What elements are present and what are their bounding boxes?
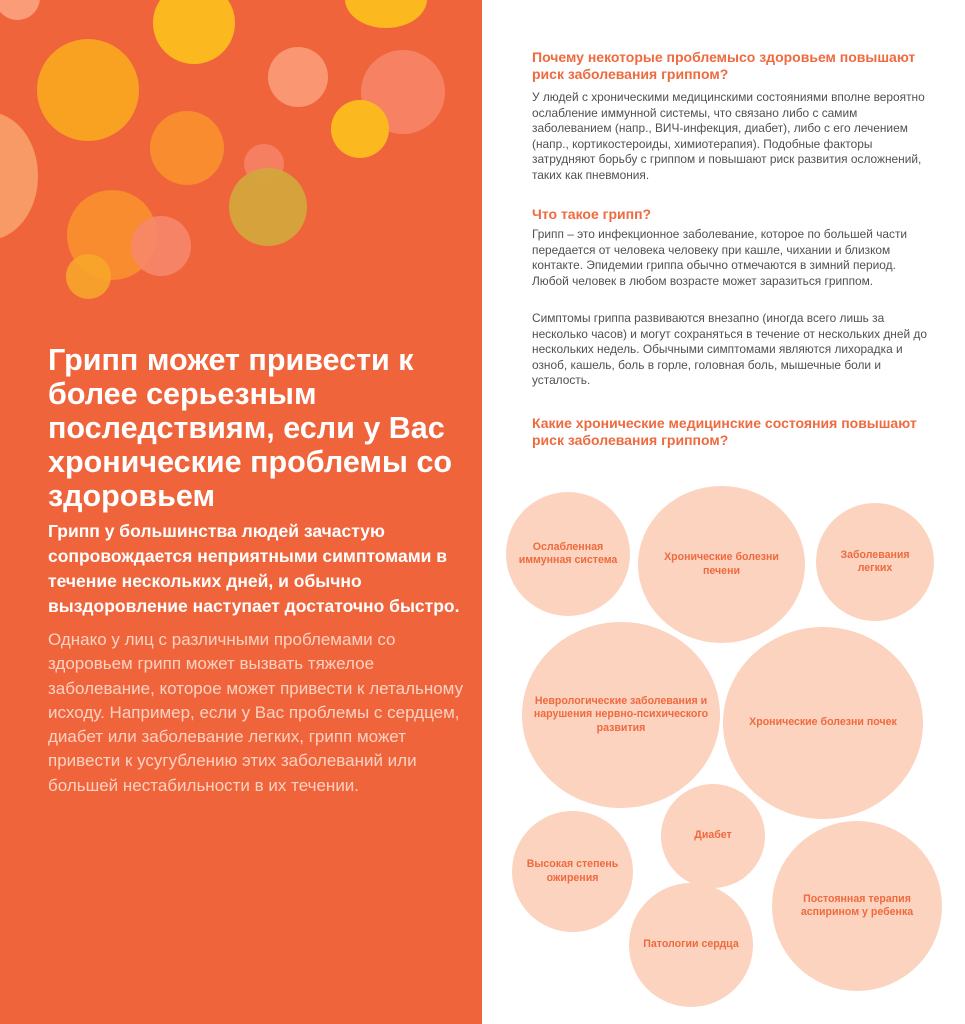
condition-bubble-heart	[629, 883, 753, 1007]
condition-bubble-immune	[506, 492, 630, 616]
decorative-circle	[153, 0, 235, 64]
decorative-circle	[131, 216, 191, 276]
condition-bubble-liver	[638, 486, 805, 643]
section-heading-conditions: Какие хронические медицинские состояния повышают риск заболевания гриппом?	[532, 415, 917, 448]
decorative-circle	[66, 254, 111, 299]
condition-bubble-kidneys	[723, 627, 923, 819]
condition-label: Диабет	[694, 829, 732, 842]
section-text-why: У людей с хроническими медицинскими состояниями вполне вероятно ослабление иммунной системы, что связано либо с самим заболеванием (напр., ВИЧ-инфекция, диабет), либо с его лечением (напр., кортикостероиды, химиотерапия). Подобные факторы затрудняют борьбу с гриппом и повышают риск развития осложнений, таких как пневмония.	[532, 90, 925, 182]
condition-label: Заболевания легких	[840, 548, 910, 574]
decorative-circle	[331, 100, 389, 158]
decorative-circle	[37, 39, 139, 141]
condition-label: Постоянная терапия аспирином у ребенка	[800, 892, 914, 918]
right-panel	[482, 0, 965, 1024]
decorative-circle	[345, 0, 427, 28]
condition-label: Высокая степень ожирения	[526, 858, 619, 884]
decorative-circle	[150, 111, 224, 185]
section-text-what: Грипп – это инфекционное заболевание, которое по большей части передается от человека человеку при кашле, чихании и близком контакте. Эпидемии гриппа обычно отмечаются в зимний период. Любой человек в любом возрасте может заразиться гриппом.	[532, 227, 908, 288]
condition-bubble-neuro	[522, 622, 720, 808]
left-panel	[0, 0, 482, 1024]
condition-label: Неврологические заболевания и нарушения нервно-психического развития	[533, 694, 709, 734]
condition-bubble-lungs	[816, 503, 934, 621]
decorative-circle	[0, 0, 40, 20]
section-text-symptoms: Симптомы гриппа развиваются внезапно (иногда всего лишь за несколько часов) и могут сохраняться в течение от нескольких дней до нескольких недель. Обычными симптомами являются лихорадка и озноб, кашель, боль в горле, головная боль, мышечные боли и усталость.	[532, 311, 927, 387]
condition-label: Патологии сердца	[643, 938, 739, 951]
decorative-circle	[229, 168, 307, 246]
body-paragraph: Однако у лиц с различными проблемами со здоровьем грипп может вызвать тяжелое заболевание, которое может привести к летальному исходу. Например, если у Вас проблемы с сердцем, диабет или заболевание легких, грипп может привести к усугублению этих заболеваний или большей нестабильности в их течении.	[48, 630, 464, 795]
page-title: Грипп может привести к более серьезным последствиям, если у Вас хронические проблемы со здоровьем	[48, 343, 453, 513]
section-heading-what: Что такое грипп?	[532, 206, 652, 222]
decorative-circle	[268, 47, 328, 107]
condition-bubble-obesity	[512, 811, 633, 932]
condition-label: Ослабленная иммунная система	[518, 540, 618, 566]
lead-paragraph: Грипп у большинства людей зачастую сопровождается неприятными симптомами в течение нескольких дней, и обычно выздоровление наступает достаточно быстро.	[48, 521, 460, 616]
condition-label: Хронические болезни печени	[664, 551, 779, 577]
section-heading-why: Почему некоторые проблемысо здоровьем повышают риск заболевания гриппом?	[532, 49, 916, 82]
decorative-circle	[0, 112, 38, 240]
condition-bubble-aspirin	[772, 821, 942, 991]
condition-bubble-diabetes	[661, 784, 765, 888]
condition-label: Хронические болезни почек	[749, 716, 897, 729]
